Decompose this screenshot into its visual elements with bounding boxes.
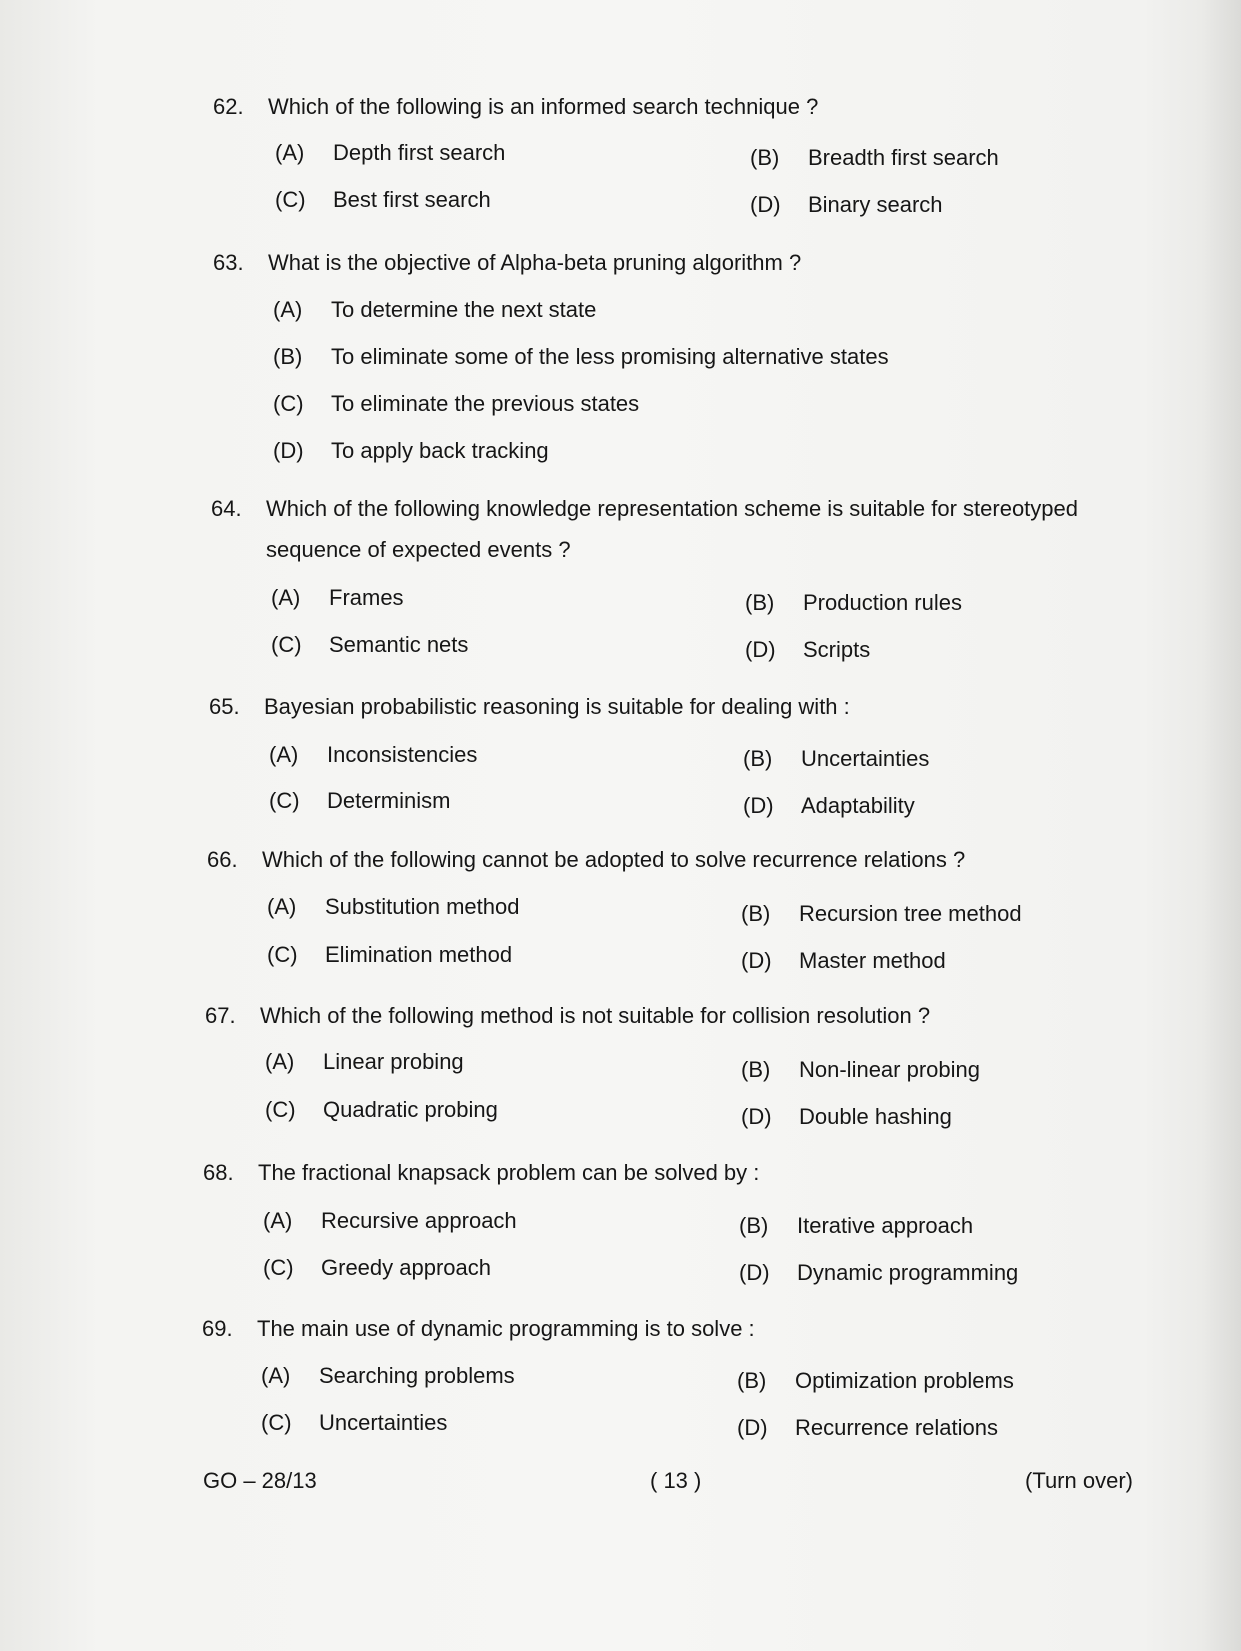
question-text: sequence of expected events ? bbox=[266, 537, 571, 562]
option-a: (A) Depth first search bbox=[275, 140, 506, 165]
question-number: 65. bbox=[209, 694, 240, 719]
option-c: (C) Semantic nets bbox=[271, 632, 469, 657]
option-c: (C) Best first search bbox=[275, 187, 491, 212]
question-number: 67. bbox=[205, 1003, 236, 1028]
option-a: (A) Frames bbox=[271, 585, 404, 610]
question-text: The fractional knapsack problem can be solved by : bbox=[258, 1160, 760, 1185]
question-text: Which of the following knowledge representation scheme is suitable for stereotyped bbox=[266, 496, 1079, 521]
question-number: 68. bbox=[203, 1160, 234, 1185]
option-d: (D) Scripts bbox=[745, 637, 871, 662]
question-number: 63. bbox=[213, 250, 244, 275]
option-a: (A) Substitution method bbox=[267, 894, 520, 919]
question-text: Which of the following cannot be adopted to solve recurrence relations ? bbox=[262, 847, 966, 872]
option-a: (A) Inconsistencies bbox=[269, 742, 478, 767]
question-number: 64. bbox=[211, 496, 242, 521]
turn-over-note: (Turn over) bbox=[1025, 1468, 1133, 1493]
question-text: The main use of dynamic programming is to solve : bbox=[257, 1316, 755, 1341]
option-b: (B) Optimization problems bbox=[737, 1368, 1014, 1393]
option-c: (C) Determinism bbox=[269, 788, 451, 813]
option-b: (B) Recursion tree method bbox=[741, 901, 1022, 926]
option-d: (D) Master method bbox=[741, 948, 946, 973]
option-d: (D) Double hashing bbox=[741, 1104, 952, 1129]
option-c: (C) Uncertainties bbox=[261, 1410, 448, 1435]
option-b: (B) Breadth first search bbox=[750, 145, 999, 170]
option-b: (B) Iterative approach bbox=[739, 1213, 974, 1238]
question-text: What is the objective of Alpha-beta pruning algorithm ? bbox=[268, 250, 802, 275]
booklet-code: GO – 28/13 bbox=[203, 1468, 317, 1493]
option-b: (B) To eliminate some of the less promising alternative states bbox=[273, 344, 889, 369]
option-d: (D) To apply back tracking bbox=[273, 438, 549, 463]
question-number: 66. bbox=[207, 847, 238, 872]
option-d: (D) Recurrence relations bbox=[737, 1415, 998, 1440]
question-text: Bayesian probabilistic reasoning is suitable for dealing with : bbox=[264, 694, 850, 719]
option-c: (C) Greedy approach bbox=[263, 1255, 491, 1280]
option-a: (A) Searching problems bbox=[261, 1363, 515, 1388]
option-d: (D) Adaptability bbox=[743, 793, 915, 818]
question-text: Which of the following is an informed search technique ? bbox=[268, 94, 819, 119]
question-number: 69. bbox=[202, 1316, 233, 1341]
option-c: (C) To eliminate the previous states bbox=[273, 391, 640, 416]
option-d: (D) Binary search bbox=[750, 192, 943, 217]
question-64-continued bbox=[266, 537, 571, 563]
option-b: (B) Uncertainties bbox=[743, 746, 930, 771]
option-b: (B) Production rules bbox=[745, 590, 962, 615]
question-number: 62. bbox=[213, 94, 244, 119]
option-d: (D) Dynamic programming bbox=[739, 1260, 1019, 1285]
option-a: (A) To determine the next state bbox=[273, 297, 597, 322]
option-a: (A) Linear probing bbox=[265, 1049, 464, 1074]
option-a: (A) Recursive approach bbox=[263, 1208, 517, 1233]
page-number: ( 13 ) bbox=[650, 1468, 702, 1493]
option-c: (C) Elimination method bbox=[267, 942, 513, 967]
question-text: Which of the following method is not suitable for collision resolution ? bbox=[260, 1003, 931, 1028]
option-c: (C) Quadratic probing bbox=[265, 1097, 498, 1122]
option-b: (B) Non-linear probing bbox=[741, 1057, 980, 1082]
